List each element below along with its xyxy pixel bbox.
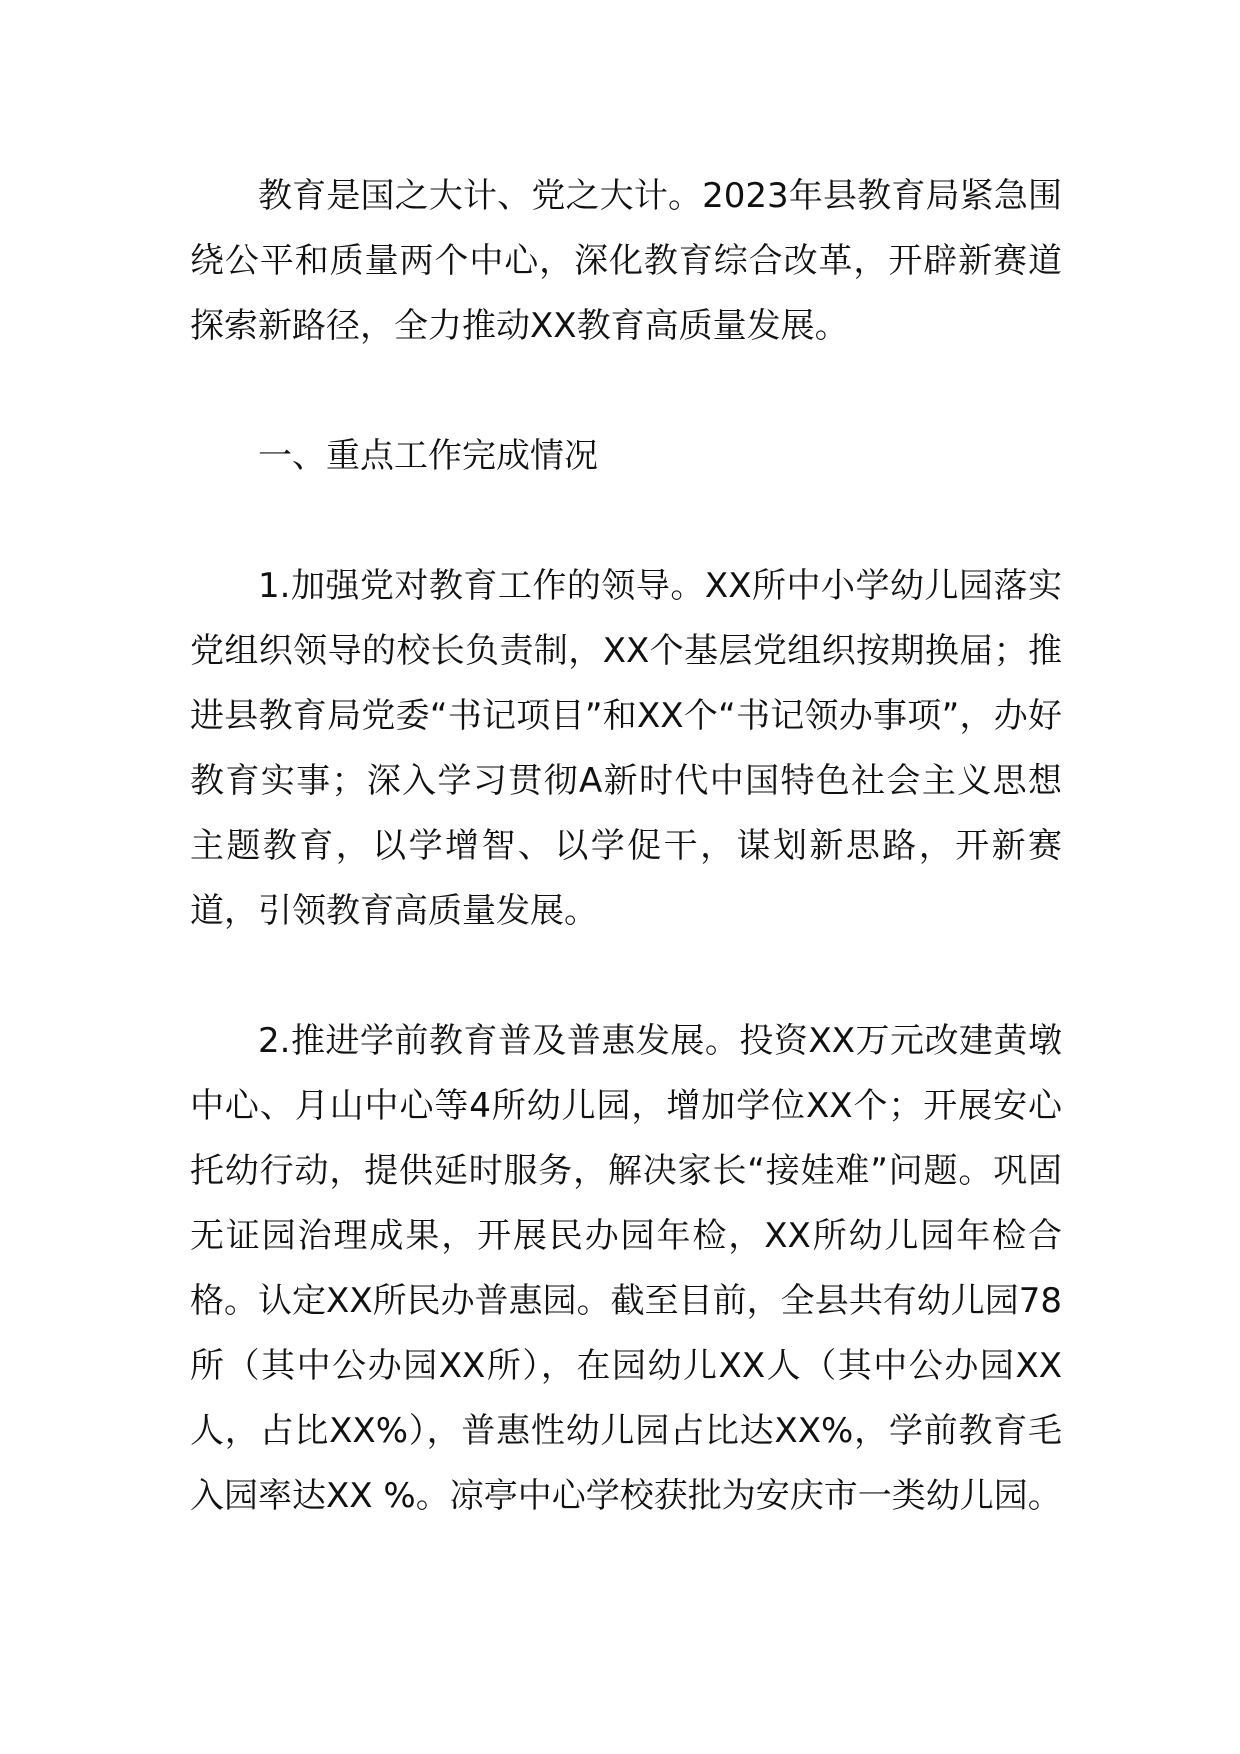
section-heading: 一、重点工作完成情况	[258, 436, 598, 476]
document-body	[190, 164, 1062, 1529]
item-1-paragraph: 1.加强党对教育工作的领导。XX所中小学幼儿园落实党组织领导的校长负责制，XX个基层党组织按期换届；推进县教育局党委“书记项目”和XX个“书记领办事项”，办好教育实事；深入学习贯彻A新时代中国特色社会主义思想主题教育，以学增智、以学促干，谋划新思路，开新赛道，引领教育高质量发展。	[190, 566, 1062, 931]
item-2-paragraph: 2.推进学前教育普及普惠发展。投资XX万元改建黄墩中心、月山中心等4所幼儿园，增加学位XX个；开展安心托幼行动，提供延时服务，解决家长“接娃难”问题。巩固无证园治理成果，开展民办园年检，XX所幼儿园年检合格。认定XX所民办普惠园。截至目前，全县共有幼儿园78所（其中公办园XX所），在园幼儿XX人（其中公办园XX人，占比XX%），普惠性幼儿园占比达XX%，学前教育毛入园率达XX %。凉亭中心学校获批为安庆市一类幼儿园。	[190, 1021, 1062, 1516]
intro-paragraph: 教育是国之大计、党之大计。2023年县教育局紧急围绕公平和质量两个中心，深化教育综合改革，开辟新赛道探索新路径，全力推动XX教育高质量发展。	[190, 176, 1062, 346]
